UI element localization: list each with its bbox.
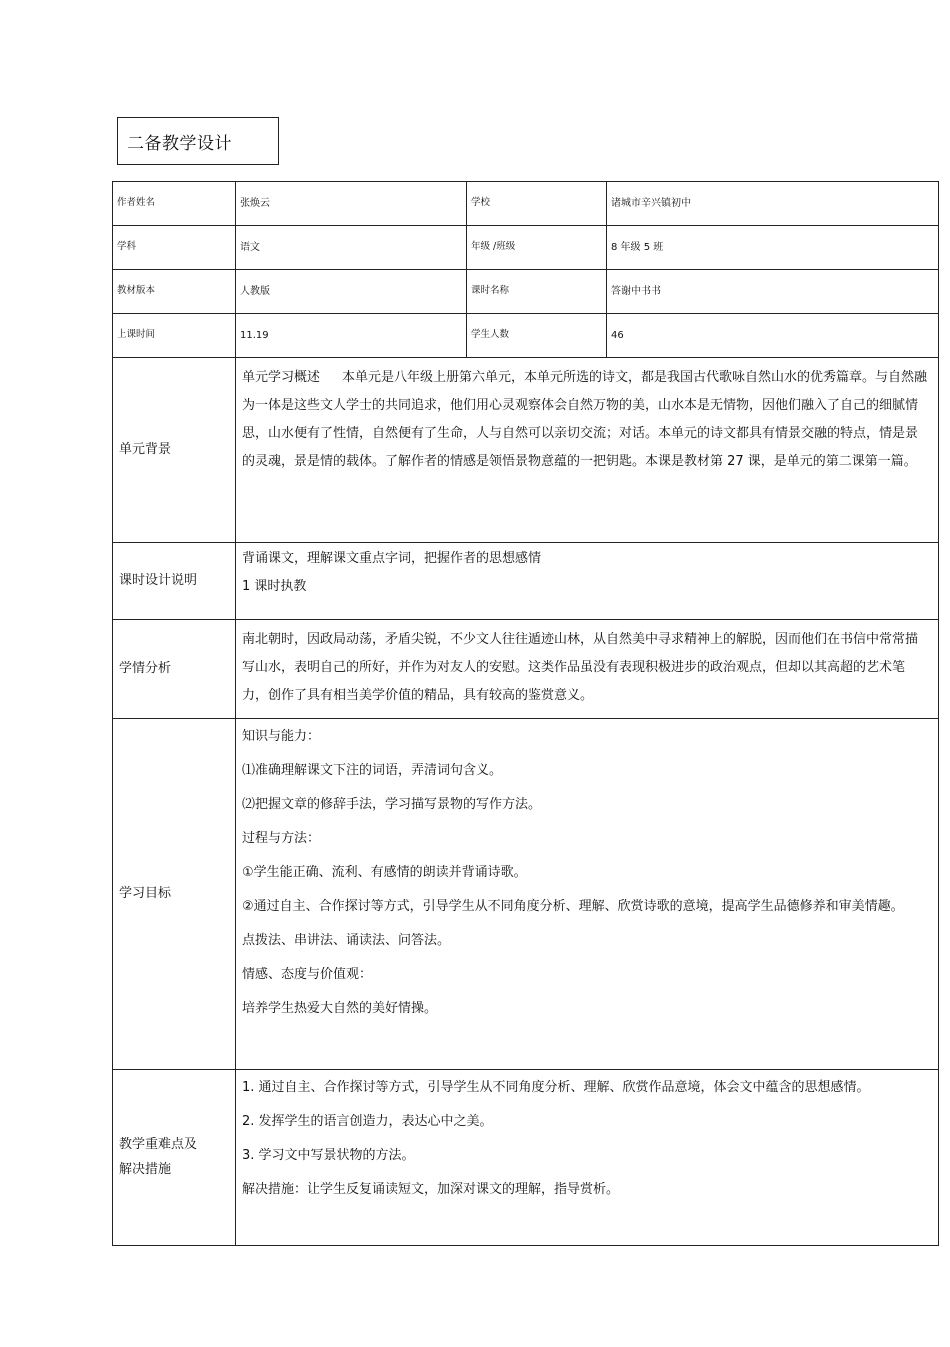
info-label: 上课时间	[113, 314, 236, 358]
learning-goal-line: 情感、态度与价值观：	[242, 967, 373, 982]
key-points-row	[113, 1070, 939, 1246]
unit-background-row	[113, 358, 939, 543]
lesson-design-line: 1 课时执教	[242, 579, 307, 594]
info-value: 答谢中书书	[607, 270, 939, 314]
info-value: 张焕云	[236, 182, 467, 226]
info-label: 作者姓名	[113, 182, 236, 226]
info-label: 年级 /班级	[467, 226, 607, 270]
learning-goal-line: 点拨法、串讲法、诵读法、问答法。	[242, 933, 451, 948]
lesson-design-line: 背诵课文，理解课文重点字词，把握作者的思想感情	[242, 551, 542, 566]
learning-goals-label: 学习目标	[113, 719, 236, 1070]
learning-goal-line: 知识与能力：	[242, 729, 321, 744]
info-value: 人教版	[236, 270, 467, 314]
info-row-time	[113, 314, 939, 358]
learning-goal-line: ①学生能正确、流利、有感情的朗读并背诵诗歌。	[242, 865, 527, 880]
unit-background-heading: 单元学习概述	[242, 370, 321, 385]
info-label: 教材版本	[113, 270, 236, 314]
learning-goals-content	[236, 719, 939, 1070]
lesson-design-table	[112, 181, 939, 1246]
info-row-author	[113, 182, 939, 226]
key-point-line: 1. 通过自主、合作探讨等方式，引导学生从不同角度分析、理解、欣赏作品意境，体会文中蕴含的思想感情。	[242, 1080, 870, 1095]
key-points-label-line: 教学重难点及	[119, 1136, 198, 1152]
unit-background-content	[236, 358, 939, 543]
student-analysis-label: 学情分析	[113, 620, 236, 719]
learning-goal-line: ②通过自主、合作探讨等方式，引导学生从不同角度分析、理解、欣赏诗歌的意境，提高学生品德修养和审美情趣。	[242, 899, 904, 914]
lesson-design-content	[236, 543, 939, 620]
page-title: 二备教学设计	[117, 117, 279, 165]
info-value: 诸城市辛兴镇初中	[607, 182, 939, 226]
student-analysis-row	[113, 620, 939, 719]
key-point-line: 2. 发挥学生的语言创造力，表达心中之美。	[242, 1114, 493, 1129]
info-label: 学科	[113, 226, 236, 270]
info-row-textbook	[113, 270, 939, 314]
student-analysis-content: 南北朝时，因政局动荡，矛盾尖锐，不少文人往往遁迹山林，从自然美中寻求精神上的解脱，因而他们在书信中常常描写山水，表明自己的所好，并作为对友人的安慰。这类作品虽没有表现积极进步的政治观点，但却以其高超的艺术笔力，创作了具有相当美学价值的精品，具有较高的鉴赏意义。	[236, 620, 939, 719]
info-value: 8 年级 5 班	[607, 226, 939, 270]
info-label: 课时名称	[467, 270, 607, 314]
key-point-line: 3. 学习文中写景状物的方法。	[242, 1148, 415, 1163]
lesson-design-label: 课时设计说明	[113, 543, 236, 620]
key-points-label-line: 解决措施	[119, 1161, 172, 1177]
lesson-design-row	[113, 543, 939, 620]
info-value: 11.19	[236, 314, 467, 358]
unit-background-text: 本单元是八年级上册第六单元，本单元所选的诗文，都是我国古代歌咏自然山水的优秀篇章。与自然融为一体是这些文人学士的共同追求，他们用心灵观察体会自然万物的美，山水本是无情物，因他们融入了自己的细腻情思，山水便有了性情，自然便有了生命，人与自然可以亲切交流；对话。本单元的诗文都具有情景交融的特点，情是景的灵魂，景是情的载体。了解作者的情感是领悟景物意蕴的一把钥匙。本课是教材第 27 课，是单元的第二课第一篇。	[242, 370, 928, 469]
learning-goals-row	[113, 719, 939, 1070]
info-label: 学生人数	[467, 314, 607, 358]
learning-goal-line: 过程与方法：	[242, 831, 321, 846]
key-points-label	[113, 1070, 236, 1246]
unit-background-label: 单元背景	[113, 358, 236, 543]
info-row-subject	[113, 226, 939, 270]
learning-goal-line: 培养学生热爱大自然的美好情操。	[242, 1001, 438, 1016]
learning-goal-line: ⑴准确理解课文下注的词语，弄清词句含义。	[242, 763, 503, 778]
info-value: 46	[607, 314, 939, 358]
info-value: 语文	[236, 226, 467, 270]
key-points-content	[236, 1070, 939, 1246]
info-label: 学校	[467, 182, 607, 226]
learning-goal-line: ⑵把握文章的修辞手法，学习描写景物的写作方法。	[242, 797, 542, 812]
key-point-line: 解决措施：让学生反复诵读短文，加深对课文的理解，指导赏析。	[242, 1182, 620, 1197]
